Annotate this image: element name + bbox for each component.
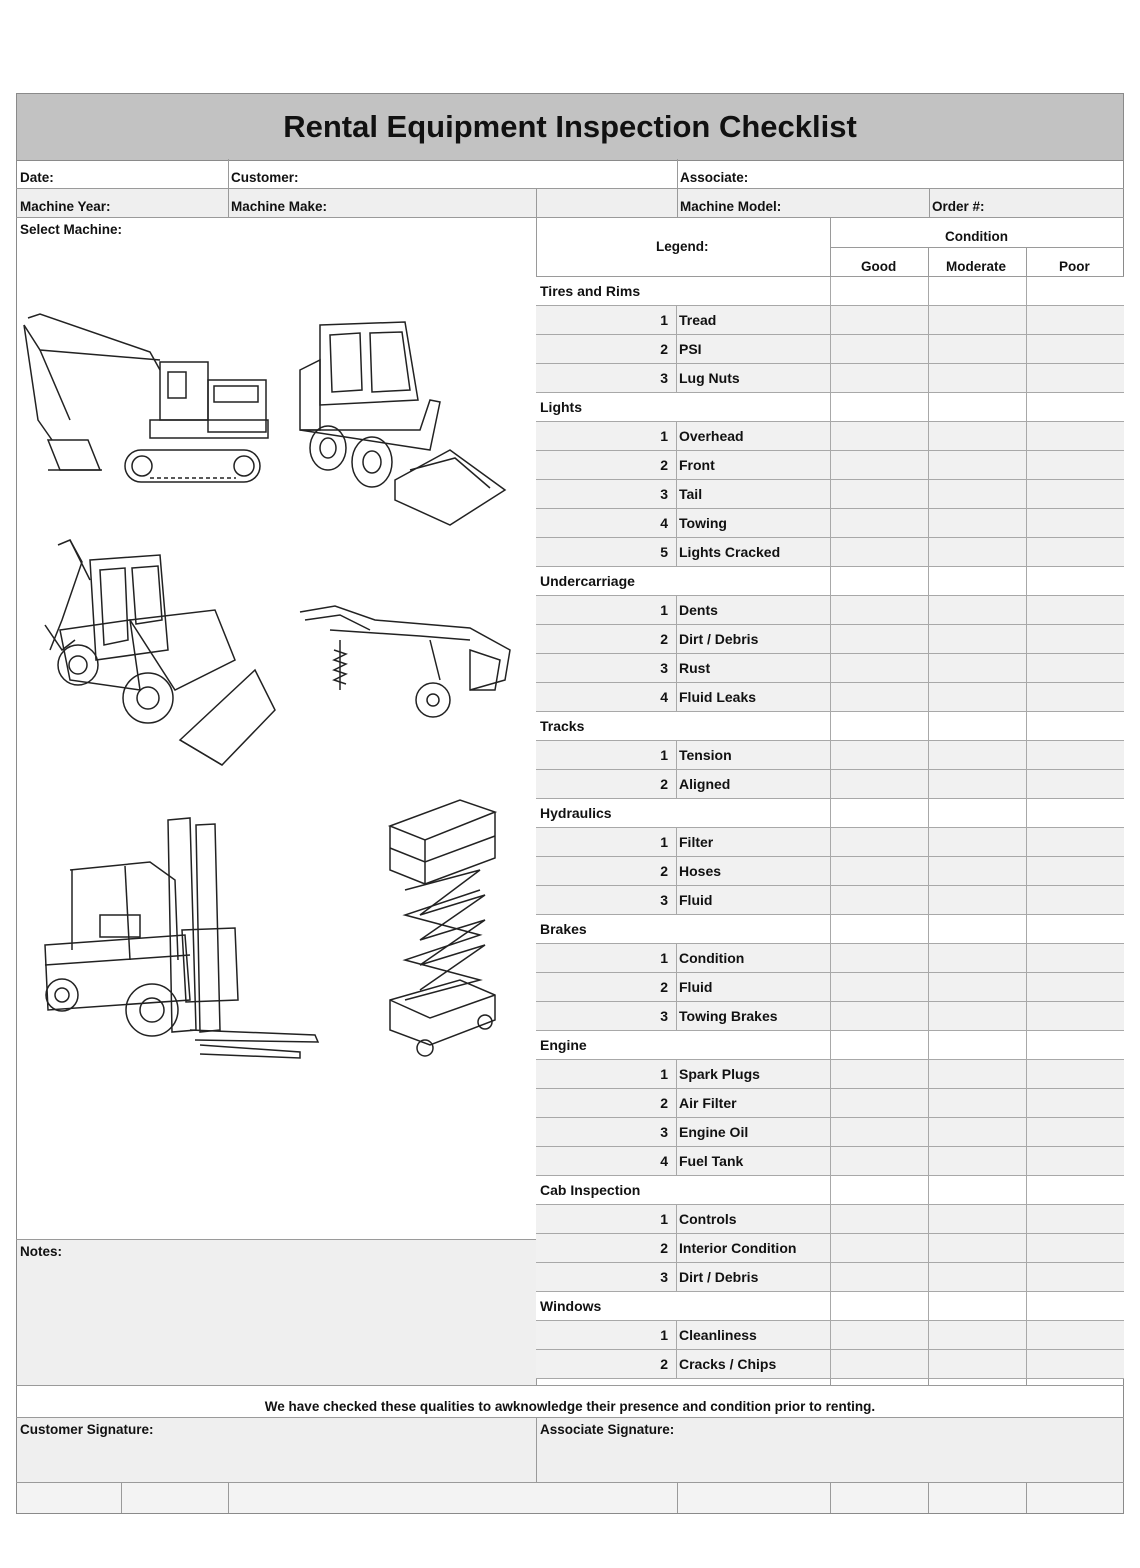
good-checkbox[interactable] — [830, 1350, 928, 1378]
poor-cell — [1026, 1031, 1124, 1059]
scissor-lift-icon[interactable] — [390, 800, 495, 1056]
moderate-checkbox[interactable] — [928, 364, 1026, 392]
good-cell — [830, 799, 928, 827]
good-checkbox[interactable] — [830, 944, 928, 972]
item-number: 2 — [660, 341, 668, 357]
poor-cell — [1026, 567, 1124, 595]
moderate-checkbox[interactable] — [928, 770, 1026, 798]
item-name: Towing Brakes — [679, 1008, 778, 1024]
order-number-label: Order #: — [932, 199, 985, 214]
item-name: Interior Condition — [679, 1240, 797, 1256]
item-name: Controls — [679, 1211, 737, 1227]
good-checkbox[interactable] — [830, 596, 928, 624]
poor-checkbox[interactable] — [1026, 1089, 1124, 1117]
machine-model-label: Machine Model: — [680, 199, 782, 214]
poor-checkbox[interactable] — [1026, 335, 1124, 363]
poor-checkbox[interactable] — [1026, 683, 1124, 711]
item-name: Overhead — [679, 428, 744, 444]
item-name: PSI — [679, 341, 702, 357]
item-number: 2 — [660, 631, 668, 647]
item-number: 2 — [660, 1240, 668, 1256]
item-name: Front — [679, 457, 715, 473]
item-number: 1 — [660, 1327, 668, 1343]
moderate-checkbox[interactable] — [928, 1205, 1026, 1233]
checklist-item-row — [536, 1002, 1124, 1031]
good-label: Good — [861, 259, 897, 274]
item-name: Fluid Leaks — [679, 689, 757, 705]
item-name: Spark Plugs — [679, 1066, 760, 1082]
customer-signature-label: Customer Signature: — [20, 1422, 154, 1437]
moderate-checkbox[interactable] — [928, 828, 1026, 856]
item-name: Fuel Tank — [679, 1153, 744, 1169]
item-name: Condition — [679, 950, 745, 966]
forklift-icon[interactable] — [45, 818, 318, 1058]
category-row — [536, 712, 1124, 741]
good-checkbox[interactable] — [830, 1060, 928, 1088]
moderate-checkbox[interactable] — [928, 741, 1026, 769]
item-name: Dents — [679, 602, 718, 618]
moderate-cell — [928, 1292, 1026, 1320]
checklist-item-row — [536, 654, 1124, 683]
moderate-checkbox[interactable] — [928, 422, 1026, 450]
good-checkbox[interactable] — [830, 973, 928, 1001]
item-number: 3 — [660, 1008, 668, 1024]
moderate-checkbox[interactable] — [928, 1060, 1026, 1088]
item-number: 3 — [660, 1269, 668, 1285]
category-label: Windows — [540, 1298, 602, 1314]
item-number: 4 — [660, 689, 668, 705]
poor-checkbox[interactable] — [1026, 1002, 1124, 1030]
good-cell — [830, 277, 928, 305]
good-checkbox[interactable] — [830, 741, 928, 769]
poor-checkbox[interactable] — [1026, 741, 1124, 769]
good-cell — [830, 393, 928, 421]
good-cell — [830, 567, 928, 595]
item-name: Towing — [679, 515, 727, 531]
moderate-cell — [928, 915, 1026, 943]
category-row — [536, 1176, 1124, 1205]
item-name: Lights Cracked — [679, 544, 781, 560]
skid-steer-icon[interactable] — [300, 322, 505, 525]
legend-label: Legend: — [656, 239, 709, 254]
item-name: Tail — [679, 486, 703, 502]
good-checkbox[interactable] — [830, 1147, 928, 1175]
poor-checkbox[interactable] — [1026, 1060, 1124, 1088]
poor-cell — [1026, 712, 1124, 740]
excavator-icon[interactable] — [24, 314, 268, 482]
category-label: Engine — [540, 1037, 587, 1053]
good-checkbox[interactable] — [830, 451, 928, 479]
moderate-checkbox[interactable] — [928, 335, 1026, 363]
poor-checkbox[interactable] — [1026, 538, 1124, 566]
machine-make-label: Machine Make: — [231, 199, 328, 214]
poor-checkbox[interactable] — [1026, 1234, 1124, 1262]
good-checkbox[interactable] — [830, 509, 928, 537]
item-number: 1 — [660, 950, 668, 966]
checklist-item-row — [536, 1205, 1124, 1234]
item-name: Aligned — [679, 776, 731, 792]
good-checkbox[interactable] — [830, 683, 928, 711]
associate-label: Associate: — [680, 170, 749, 185]
item-name: Tension — [679, 747, 732, 763]
poor-checkbox[interactable] — [1026, 857, 1124, 885]
poor-checkbox[interactable] — [1026, 973, 1124, 1001]
checklist-item-row — [536, 1263, 1124, 1292]
moderate-checkbox[interactable] — [928, 857, 1026, 885]
category-label: Undercarriage — [540, 573, 635, 589]
moderate-cell — [928, 1031, 1026, 1059]
moderate-cell — [928, 1176, 1026, 1204]
moderate-checkbox[interactable] — [928, 625, 1026, 653]
customer-label: Customer: — [231, 170, 299, 185]
poor-cell — [1026, 915, 1124, 943]
category-row — [536, 1031, 1124, 1060]
item-number: 1 — [660, 1211, 668, 1227]
item-number: 4 — [660, 1153, 668, 1169]
checklist-item-row — [536, 625, 1124, 654]
moderate-checkbox[interactable] — [928, 1263, 1026, 1291]
item-name: Fluid — [679, 892, 713, 908]
notes-label: Notes: — [20, 1244, 63, 1259]
good-checkbox[interactable] — [830, 364, 928, 392]
notes-area[interactable] — [17, 1240, 536, 1385]
poor-cell — [1026, 277, 1124, 305]
checklist-item-row — [536, 1089, 1124, 1118]
item-name: Rust — [679, 660, 711, 676]
category-label: Tracks — [540, 718, 585, 734]
good-checkbox[interactable] — [830, 1234, 928, 1262]
category-label: Cab Inspection — [540, 1182, 641, 1198]
good-checkbox[interactable] — [830, 1089, 928, 1117]
checklist-item-row — [536, 306, 1124, 335]
poor-checkbox[interactable] — [1026, 1263, 1124, 1291]
good-cell — [830, 1176, 928, 1204]
category-row — [536, 799, 1124, 828]
checklist-item-row — [536, 451, 1124, 480]
category-row — [536, 393, 1124, 422]
poor-checkbox[interactable] — [1026, 364, 1124, 392]
category-row — [536, 1292, 1124, 1321]
good-checkbox[interactable] — [830, 1321, 928, 1349]
item-number: 2 — [660, 1356, 668, 1372]
item-number: 4 — [660, 515, 668, 531]
form-title: Rental Equipment Inspection Checklist — [17, 94, 1123, 161]
poor-checkbox[interactable] — [1026, 451, 1124, 479]
good-checkbox[interactable] — [830, 770, 928, 798]
good-checkbox[interactable] — [830, 1263, 928, 1291]
item-number: 3 — [660, 892, 668, 908]
moderate-checkbox[interactable] — [928, 654, 1026, 682]
poor-checkbox[interactable] — [1026, 654, 1124, 682]
poor-label: Poor — [1059, 259, 1090, 274]
moderate-cell — [928, 567, 1026, 595]
category-label: Brakes — [540, 921, 587, 937]
item-number: 1 — [660, 602, 668, 618]
moderate-checkbox[interactable] — [928, 451, 1026, 479]
checklist-item-row — [536, 1060, 1124, 1089]
item-name: Dirt / Debris — [679, 1269, 759, 1285]
good-checkbox[interactable] — [830, 1205, 928, 1233]
poor-checkbox[interactable] — [1026, 828, 1124, 856]
checklist-item-row — [536, 596, 1124, 625]
category-label: Hydraulics — [540, 805, 612, 821]
moderate-checkbox[interactable] — [928, 538, 1026, 566]
item-number: 3 — [660, 370, 668, 386]
moderate-checkbox[interactable] — [928, 683, 1026, 711]
item-number: 2 — [660, 457, 668, 473]
checklist-item-row — [536, 683, 1124, 712]
item-name: Filter — [679, 834, 714, 850]
good-checkbox[interactable] — [830, 857, 928, 885]
category-label: Tires and Rims — [540, 283, 641, 299]
moderate-checkbox[interactable] — [928, 1147, 1026, 1175]
category-label: Lights — [540, 399, 582, 415]
item-number: 3 — [660, 1124, 668, 1140]
item-name: Cleanliness — [679, 1327, 757, 1343]
item-number: 5 — [660, 544, 668, 560]
checklist-item-row — [536, 828, 1124, 857]
moderate-checkbox[interactable] — [928, 1321, 1026, 1349]
item-number: 1 — [660, 1066, 668, 1082]
item-name: Cracks / Chips — [679, 1356, 777, 1372]
good-checkbox[interactable] — [830, 625, 928, 653]
checklist-item-row — [536, 1118, 1124, 1147]
good-cell — [830, 1292, 928, 1320]
item-name: Fluid — [679, 979, 713, 995]
moderate-cell — [928, 799, 1026, 827]
good-checkbox[interactable] — [830, 654, 928, 682]
item-name: Engine Oil — [679, 1124, 749, 1140]
checklist-item-row — [536, 335, 1124, 364]
checklist-item-row — [536, 770, 1124, 799]
item-number: 2 — [660, 863, 668, 879]
poor-checkbox[interactable] — [1026, 886, 1124, 914]
select-machine-label: Select Machine: — [20, 222, 123, 237]
moderate-label: Moderate — [946, 259, 1007, 274]
poor-cell — [1026, 393, 1124, 421]
moderate-checkbox[interactable] — [928, 1089, 1026, 1117]
good-cell — [830, 915, 928, 943]
poor-checkbox[interactable] — [1026, 944, 1124, 972]
item-number: 2 — [660, 776, 668, 792]
poor-cell — [1026, 1176, 1124, 1204]
checklist-item-row — [536, 973, 1124, 1002]
item-name: Lug Nuts — [679, 370, 740, 386]
checklist-item-row — [536, 538, 1124, 567]
machine-year-label: Machine Year: — [20, 199, 111, 214]
good-cell — [830, 1031, 928, 1059]
good-cell — [830, 712, 928, 740]
moderate-checkbox[interactable] — [928, 1234, 1026, 1262]
backhoe-loader-icon[interactable] — [45, 540, 275, 765]
poor-checkbox[interactable] — [1026, 1350, 1124, 1378]
good-checkbox[interactable] — [830, 1002, 928, 1030]
poor-checkbox[interactable] — [1026, 1147, 1124, 1175]
moderate-checkbox[interactable] — [928, 944, 1026, 972]
good-checkbox[interactable] — [830, 538, 928, 566]
checklist-item-row — [536, 1147, 1124, 1176]
moderate-checkbox[interactable] — [928, 306, 1026, 334]
good-checkbox[interactable] — [830, 1118, 928, 1146]
date-label: Date: — [20, 170, 54, 185]
checklist-item-row — [536, 364, 1124, 393]
checklist-item-row — [536, 741, 1124, 770]
checklist-item-row — [536, 886, 1124, 915]
checklist-item-row — [536, 480, 1124, 509]
good-checkbox[interactable] — [830, 306, 928, 334]
associate-signature-label: Associate Signature: — [540, 1422, 675, 1437]
poor-checkbox[interactable] — [1026, 1321, 1124, 1349]
checklist-item-row — [536, 509, 1124, 538]
poor-checkbox[interactable] — [1026, 770, 1124, 798]
good-checkbox[interactable] — [830, 886, 928, 914]
moderate-cell — [928, 277, 1026, 305]
moderate-checkbox[interactable] — [928, 973, 1026, 1001]
item-number: 3 — [660, 486, 668, 502]
category-row — [536, 567, 1124, 596]
item-name: Hoses — [679, 863, 722, 879]
poor-cell — [1026, 1292, 1124, 1320]
checklist-item-row — [536, 857, 1124, 886]
checklist-item-row — [536, 944, 1124, 973]
category-row — [536, 277, 1124, 306]
good-checkbox[interactable] — [830, 335, 928, 363]
poor-checkbox[interactable] — [1026, 596, 1124, 624]
category-row — [536, 915, 1124, 944]
checklist-item-row — [536, 1321, 1124, 1350]
condition-label: Condition — [945, 229, 1008, 244]
poor-cell — [1026, 799, 1124, 827]
poor-checkbox[interactable] — [1026, 422, 1124, 450]
acknowledgement-text: We have checked these qualities to awknowledge their presence and condition prior to renting. — [264, 1399, 876, 1414]
moderate-checkbox[interactable] — [928, 886, 1026, 914]
item-number: 2 — [660, 1095, 668, 1111]
moderate-checkbox[interactable] — [928, 596, 1026, 624]
item-number: 1 — [660, 747, 668, 763]
item-number: 1 — [660, 834, 668, 850]
item-name: Air Filter — [679, 1095, 737, 1111]
good-checkbox[interactable] — [830, 828, 928, 856]
checklist-item-row — [536, 422, 1124, 451]
moderate-checkbox[interactable] — [928, 1002, 1026, 1030]
moderate-cell — [928, 393, 1026, 421]
good-checkbox[interactable] — [830, 480, 928, 508]
good-checkbox[interactable] — [830, 422, 928, 450]
moderate-checkbox[interactable] — [928, 1350, 1026, 1378]
auger-attachment-icon[interactable] — [300, 606, 510, 717]
item-name: Tread — [679, 312, 717, 328]
poor-checkbox[interactable] — [1026, 1118, 1124, 1146]
moderate-cell — [928, 712, 1026, 740]
checklist-item-row — [536, 1234, 1124, 1263]
moderate-checkbox[interactable] — [928, 509, 1026, 537]
item-name: Dirt / Debris — [679, 631, 759, 647]
item-number: 3 — [660, 660, 668, 676]
poor-checkbox[interactable] — [1026, 480, 1124, 508]
poor-checkbox[interactable] — [1026, 509, 1124, 537]
checklist-item-row — [536, 1350, 1124, 1379]
moderate-checkbox[interactable] — [928, 1118, 1026, 1146]
item-number: 1 — [660, 428, 668, 444]
item-number: 2 — [660, 979, 668, 995]
poor-checkbox[interactable] — [1026, 1205, 1124, 1233]
moderate-checkbox[interactable] — [928, 480, 1026, 508]
poor-checkbox[interactable] — [1026, 625, 1124, 653]
poor-checkbox[interactable] — [1026, 306, 1124, 334]
item-number: 1 — [660, 312, 668, 328]
